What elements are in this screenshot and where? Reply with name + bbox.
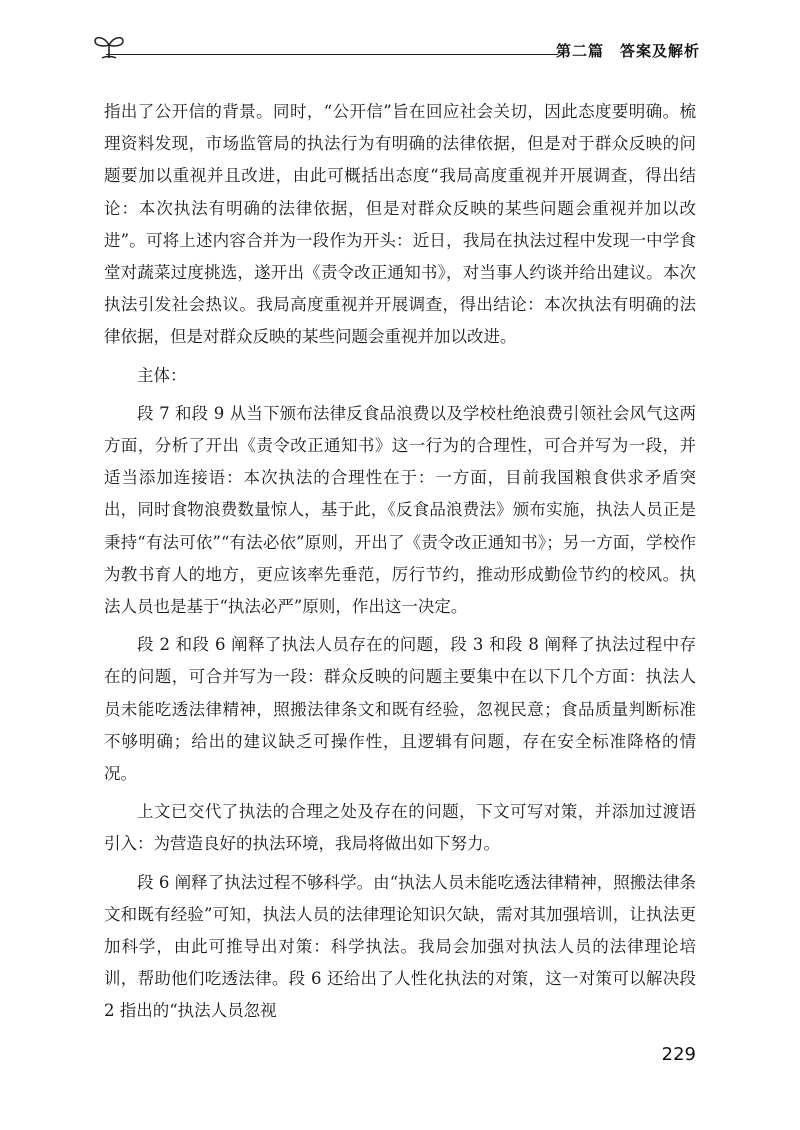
body-text	[104, 96, 696, 1034]
header-rule	[106, 54, 558, 55]
page-header	[92, 32, 708, 68]
section-title: 第二篇 答案及解析	[555, 42, 700, 60]
paragraph-transition: 上文已交代了执法的合理之处及存在的问题，下文可写对策，并添加过渡语引入：为营造良好的执法环境，我局将做出如下努力。	[104, 802, 696, 854]
sprout-icon	[92, 32, 126, 62]
page-number: 229	[661, 1044, 696, 1065]
paragraph-measures: 段 6 阐释了执法过程不够科学。由“执法人员未能吃透法律精神，照搬法律条文和既有经验”可知，执法人员的法律理论知识欠缺，需对其加强培训，让执法更加科学，由此可推导出对策：科学执法。我局会加强对执法人员的法律理论培训，帮助他们吃透法律。段 6 还给出了人性化执法的对策，这一对策可以解决段 2 指出的“执法人员忽视	[104, 872, 696, 1021]
paragraph-body-heading: 主体：	[137, 365, 187, 385]
paragraph-problems: 段 2 和段 6 阐释了执法人员存在的问题，段 3 和段 8 阐释了执法过程中存在的问题，可合并写为一段：群众反映的问题主要集中在以下几个方面：执法人员未能吃透法律精神，照搬法律条文和既有经验，忽视民意；食品质量判断标准不够明确；给出的建议缺乏可操作性，且逻辑有问题，存在安全标准降格的情况。	[104, 635, 696, 784]
paragraph-rationale: 段 7 和段 9 从当下颁布法律反食品浪费以及学校杜绝浪费引领社会风气这两方面，分析了开出《责令改正通知书》这一行为的合理性，可合并写为一段，并适当添加连接语：本次执法的合理性在于：一方面，目前我国粮食供求矛盾突出，同时食物浪费数量惊人，基于此，《反食品浪费法》颁布实施，执法人员正是秉持“有法可依”“有法必依”原则，开出了《责令改正通知书》；另一方面，学校作为教书育人的地方，更应该率先垂范，厉行节约，推动形成勤俭节约的校风。执法人员也是基于“执法必严”原则，作出这一决定。	[104, 403, 696, 617]
paragraph-intro-continued: 指出了公开信的背景。同时，“公开信”旨在回应社会关切，因此态度要明确。梳理资料发现，市场监管局的执法行为有明确的法律依据，但是对于群众反映的问题要加以重视并且改进，由此可概括出态度“我局高度重视并开展调查，得出结论：本次执法有明确的法律依据，但是对群众反映的某些问题会重视并加以改进”。可将上述内容合并为一段作为开头：近日，我局在执法过程中发现一中学食堂对蔬菜过度挑选，遂开出《责令改正通知书》，对当事人约谈并给出建议。本次执法引发社会热议。我局高度重视并开展调查，得出结论：本次执法有明确的法律依据，但是对群众反映的某些问题会重视并加以改进。	[104, 102, 696, 347]
